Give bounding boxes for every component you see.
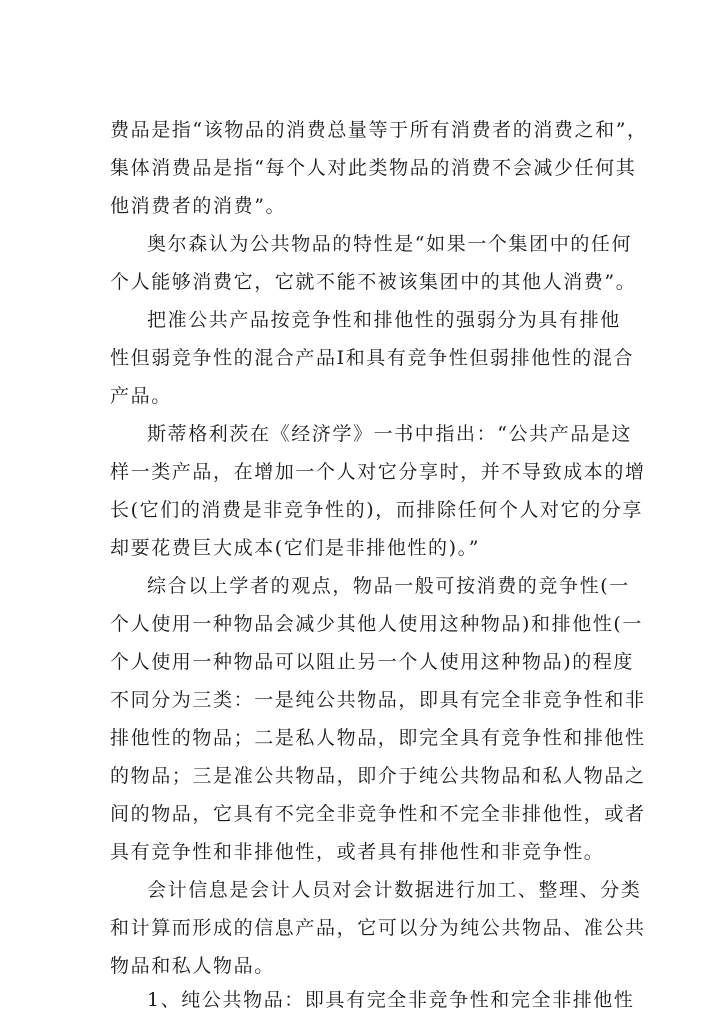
text-line: 产品。 — [110, 385, 172, 407]
text-line: 物品和私人物品。 — [110, 955, 275, 977]
text-line: 长(它们的消费是非竞争性的)，而排除任何个人对它的分享 — [110, 499, 644, 521]
text-line: 个人使用一种物品可以阻止另一个人使用这种物品)的程度 — [110, 651, 635, 673]
paragraph-first-line: 奥尔森认为公共物品的特性是“如果一个集团中的任何 — [147, 233, 633, 255]
text-line: 的物品；三是准公共物品，即介于纯公共物品和私人物品之 — [110, 765, 646, 787]
text-line: 样一类产品，在增加一个人对它分享时，并不导致成本的增 — [110, 461, 646, 483]
paragraph-first-line: 1、纯公共物品：即具有完全非竞争性和完全非排他性 — [147, 989, 635, 1011]
paragraph-first-line: 会计信息是会计人员对会计数据进行加工、整理、分类 — [147, 879, 642, 901]
text-line: 集体消费品是指“每个人对此类物品的消费不会减少任何其 — [110, 157, 637, 179]
paragraph-first-line: 综合以上学者的观点，物品一般可按消费的竞争性(一 — [147, 575, 630, 597]
text-line: 他消费者的消费”。 — [110, 195, 287, 217]
text-line: 间的物品，它具有不完全非竞争性和不完全非排他性，或者 — [110, 803, 646, 825]
paragraph-first-line: 斯蒂格利茨在《经济学》一书中指出：“公共产品是这 — [147, 423, 633, 445]
text-line: 性但弱竞争性的混合产品Ⅰ和具有竞争性但弱排他性的混合 — [110, 347, 635, 369]
text-line: 个人能够消费它，它就不能不被该集团中的其他人消费”。 — [110, 271, 637, 293]
text-line: 排他性的物品；二是私人物品，即完全具有竞争性和排他性 — [110, 727, 646, 749]
text-line: 具有竞争性和非排他性，或者具有排他性和非竞争性。 — [110, 841, 605, 863]
text-line: 却要花费巨大成本(它们是非排他性的)。” — [110, 537, 481, 559]
text-line: 和计算而形成的信息产品，它可以分为纯公共物品、准公共 — [110, 917, 646, 939]
paragraph-first-line: 把准公共产品按竞争性和排他性的强弱分为具有排他 — [147, 309, 621, 331]
text-line: 个人使用一种物品会减少其他人使用这种物品)和排他性(一 — [110, 613, 644, 635]
text-line: 不同分为三类：一是纯公共物品，即具有完全非竞争性和非 — [110, 689, 646, 711]
text-line: 费品是指“该物品的消费总量等于所有消费者的消费之和”， — [110, 119, 648, 141]
